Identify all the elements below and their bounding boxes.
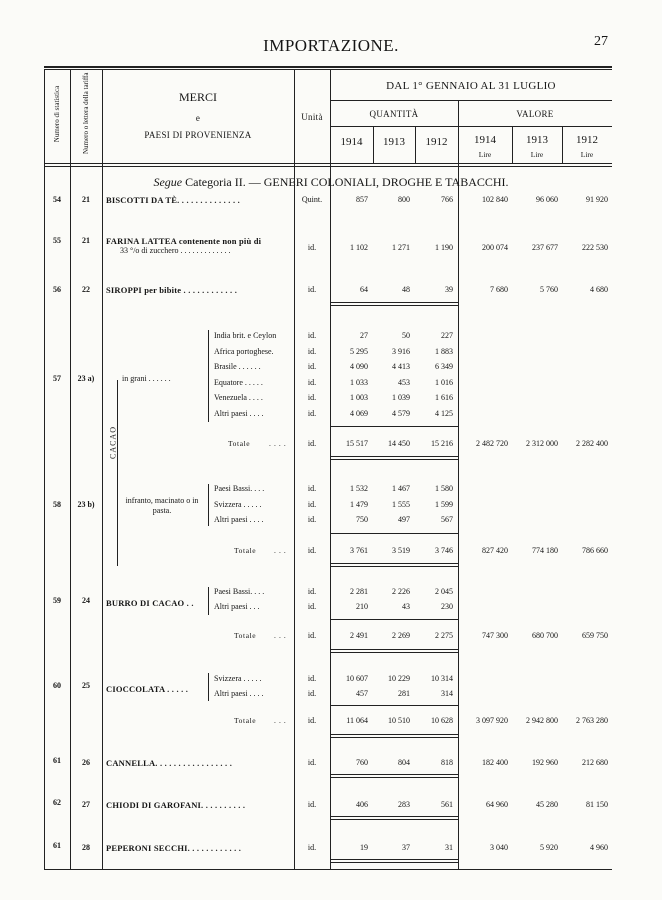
table-top-rule-2 — [44, 69, 612, 70]
qty-1914: 10 607 — [346, 674, 368, 683]
country-name: Svizzera . . . . . — [214, 499, 262, 509]
tariff-number: 21 — [82, 195, 90, 204]
rule-grani-after — [330, 456, 458, 457]
totale-label: Totale — [234, 716, 257, 725]
unit: id. — [307, 285, 317, 294]
qty-1912: 567 — [441, 515, 453, 524]
grani-brace — [208, 330, 209, 422]
val-1912: 786 660 — [582, 546, 608, 555]
qty-1912: 10 628 — [431, 716, 453, 725]
year-q-1912: 1912 — [425, 136, 448, 148]
header-paesi: PAESI DI PROVENIENZA — [144, 130, 252, 140]
qty-1914: 1 003 — [350, 393, 368, 402]
unit: id. — [307, 800, 317, 809]
qty-1914: 15 517 — [346, 439, 368, 448]
qty-1914: 4 090 — [350, 362, 368, 371]
lire-1913: Lire — [530, 150, 544, 159]
unit: id. — [307, 439, 317, 448]
val-1913: 192 960 — [532, 758, 558, 767]
row-rule-b — [330, 819, 458, 820]
qty-1914: 760 — [356, 758, 368, 767]
qty-1912: 1 016 — [435, 377, 453, 387]
qty-1913: 3 519 — [392, 546, 410, 555]
country-name: Svizzera . . . . . — [214, 674, 262, 683]
val-1913: 774 180 — [532, 546, 558, 555]
tariff-58: 23 b) — [77, 500, 95, 509]
qty-1913: 1 467 — [392, 484, 410, 493]
qty-1914: 27 — [360, 331, 368, 340]
cioccolata-label: CIOCCOLATA . . . . . — [106, 684, 189, 694]
totale-dots: . . . — [274, 546, 287, 555]
qty-1912: 15 216 — [431, 439, 453, 448]
qty-1914: 1 102 — [350, 243, 368, 252]
val-1912: 4 680 — [590, 285, 608, 294]
country-name: Altri paesi . . . . — [214, 689, 264, 698]
lire-1914: Lire — [478, 150, 492, 159]
year-v-1912: 1912 — [576, 134, 598, 146]
rule-cioccolata-total — [330, 705, 458, 706]
header-unita: Unità — [301, 112, 323, 122]
unit: id. — [307, 631, 317, 640]
cioccolata-brace — [208, 673, 209, 701]
header-valore: VALORE — [516, 109, 554, 119]
header-tariff-number: Numero o lettera della tariffa — [82, 72, 90, 154]
qty-1912: 10 314 — [431, 674, 453, 683]
val-1914: 2 482 720 — [476, 439, 508, 448]
qty-1913: 497 — [398, 515, 410, 524]
qty-1914: 19 — [360, 843, 368, 852]
qty-1912: 561 — [441, 800, 453, 809]
stat-58: 58 — [53, 500, 61, 509]
val-1912: 659 750 — [582, 631, 608, 640]
country-name: Altri paesi . . . — [214, 602, 260, 611]
row-rule — [330, 774, 458, 775]
col-line-qty-val — [458, 100, 459, 869]
qty-1912: 227 — [441, 331, 453, 340]
unit: id. — [307, 484, 317, 493]
qty-1913: 14 450 — [388, 439, 410, 448]
page-number: 27 — [594, 34, 608, 49]
stat-60: 60 — [53, 681, 61, 690]
qty-1914: 1 033 — [350, 377, 368, 387]
qty-1913: 10 229 — [388, 674, 410, 683]
header-bottom-rule-2 — [44, 166, 612, 167]
unit: id. — [307, 587, 317, 596]
header-quantita: QUANTITÀ — [369, 109, 419, 119]
unit: id. — [307, 716, 317, 725]
qty-1912: 31 — [445, 843, 453, 852]
val-1914: 200 074 — [482, 243, 508, 252]
tariff-57: 23 a) — [77, 374, 95, 383]
qty-1913: 1 039 — [392, 393, 410, 402]
stat-number: 61 — [53, 756, 61, 765]
val-1912: 212 680 — [582, 758, 608, 767]
unit: id. — [307, 346, 317, 356]
qty-1912: 2 045 — [435, 587, 453, 596]
qty-1913: 37 — [402, 843, 410, 852]
qty-1912: 39 — [445, 285, 453, 294]
merce-name: PEPERONI SECCHI. . . . . . . . . . . . — [106, 843, 242, 853]
year-q-1913: 1913 — [383, 136, 405, 148]
stat-number: 62 — [53, 798, 61, 807]
country-name: Venezuela . . . . — [214, 393, 263, 402]
country-name: Paesi Bassi. . . . — [214, 587, 265, 596]
unit: id. — [307, 408, 317, 418]
val-1914: 3 097 920 — [476, 716, 508, 725]
table-bottom-rule — [44, 869, 612, 870]
country-name: India brit. e Ceylon — [214, 331, 277, 340]
merce-name: CHIODI DI GAROFANI. . . . . . . . . . — [106, 800, 246, 810]
val-1913: 2 312 000 — [526, 439, 558, 448]
qty-1914: 750 — [356, 515, 368, 524]
qty-1914: 857 — [356, 195, 368, 204]
burro-brace — [208, 587, 209, 615]
qty-1913: 453 — [398, 377, 410, 387]
qty-1913: 4 413 — [392, 362, 410, 371]
qty-1912: 1 580 — [435, 484, 453, 493]
totale-label: Totale — [234, 546, 257, 555]
country-name: Paesi Bassi. . . . — [214, 484, 265, 493]
header-stat-number: Numero di statistica — [53, 85, 61, 143]
unit: id. — [307, 843, 317, 852]
qty-1914: 457 — [356, 689, 368, 698]
table-top-rule — [44, 66, 612, 68]
tariff-number: 21 — [82, 236, 90, 245]
qty-1913: 10 510 — [388, 716, 410, 725]
val-1913: 5 760 — [540, 285, 558, 294]
qty-1913: 1 271 — [392, 243, 410, 252]
rule-infranto-after-b — [330, 566, 458, 567]
unit: id. — [307, 331, 317, 340]
tariff-number: 22 — [82, 285, 90, 294]
qty-1912: 1 599 — [435, 499, 453, 509]
row-rule-b — [330, 862, 458, 863]
val-1914: 182 400 — [482, 758, 508, 767]
cacao-label: CACAO — [108, 426, 118, 460]
qty-1914: 1 532 — [350, 484, 368, 493]
val-1912: 4 960 — [590, 843, 608, 852]
tariff-number: 27 — [82, 800, 90, 809]
unit: id. — [307, 393, 317, 402]
rule-qty-56b — [330, 305, 458, 306]
unit: id. — [307, 602, 317, 611]
merce-name: BISCOTTI DA TÈ. . . . . . . . . . . . . . — [106, 195, 240, 205]
val-1914: 102 840 — [482, 195, 508, 204]
stat-57: 57 — [53, 374, 61, 383]
year-q-1914: 1914 — [340, 136, 363, 148]
val-1914: 827 420 — [482, 546, 508, 555]
merce-name-2: 33 °/o di zucchero . . . . . . . . . . . . . — [120, 246, 231, 255]
qty-1912: 1 883 — [435, 346, 453, 356]
val-1913: 45 280 — [536, 800, 558, 809]
stat-number: 55 — [53, 236, 61, 245]
tariff-number: 26 — [82, 758, 90, 767]
unit: id. — [307, 377, 317, 387]
unit: id. — [307, 689, 317, 698]
country-name: Altri paesi . . . . — [214, 408, 264, 418]
lire-1912: Lire — [580, 150, 594, 159]
val-1914: 7 680 — [490, 285, 508, 294]
year-v-1913: 1913 — [526, 134, 548, 146]
country-name: Altri paesi . . . . — [214, 515, 264, 524]
unit: Quint. — [301, 195, 323, 204]
totale-dots: . . . — [274, 716, 287, 725]
unit: id. — [307, 546, 317, 555]
val-1913: 680 700 — [532, 631, 558, 640]
burro-label: BURRO DI CACAO . . — [106, 598, 194, 608]
val-1912: 91 920 — [586, 195, 608, 204]
stat-number: 54 — [53, 195, 61, 204]
header-e: e — [195, 113, 201, 123]
rule-burro-after — [330, 649, 458, 650]
qty-1912: 2 275 — [435, 631, 453, 640]
tariff-number: 28 — [82, 843, 90, 852]
val-1913: 96 060 — [536, 195, 558, 204]
qty-1914: 406 — [356, 800, 368, 809]
header-merci: MERCI — [178, 90, 217, 104]
unit: id. — [307, 515, 317, 524]
merce-name: CANNELLA. . . . . . . . . . . . . . . . . — [106, 758, 233, 768]
qty-1912: 1 616 — [435, 393, 453, 402]
totale-label: Totale — [228, 439, 251, 448]
qty-1914: 3 761 — [350, 546, 368, 555]
qty-1913: 281 — [398, 689, 410, 698]
qty-1912: 818 — [441, 758, 453, 767]
val-1912: 222 530 — [582, 243, 608, 252]
qty-1912: 230 — [441, 602, 453, 611]
qty-1913: 283 — [398, 800, 410, 809]
totale-label: Totale — [234, 631, 257, 640]
category-text: Categoria II. — GENERI COLONIALI, DROGHE E TABACCHI. — [185, 175, 509, 189]
stat-number: 61 — [53, 841, 61, 850]
qty-1914: 1 479 — [350, 499, 368, 509]
qty-1913: 50 — [402, 331, 410, 340]
qty-1914: 64 — [360, 285, 368, 294]
cacao-brace — [117, 380, 118, 566]
row-rule-b — [330, 777, 458, 778]
qty-1914: 2 281 — [350, 587, 368, 596]
rule-grani-total — [330, 426, 458, 427]
qty-1912: 3 746 — [435, 546, 453, 555]
totale-dots: . . . — [274, 631, 287, 640]
merce-name: SIROPPI per bibite . . . . . . . . . . . . — [106, 285, 238, 295]
unit: id. — [307, 674, 317, 683]
qty-1912: 6 349 — [435, 362, 453, 371]
qty-1913: 800 — [398, 195, 410, 204]
qty-1912: 766 — [441, 195, 453, 204]
merce-name: FARINA LATTEA contenente non più di — [106, 236, 262, 246]
val-1914: 747 300 — [482, 631, 508, 640]
tariff-59: 24 — [82, 596, 90, 605]
rule-infranto-total — [330, 533, 458, 534]
val-1913: 5 920 — [540, 843, 558, 852]
row-rule — [330, 816, 458, 817]
val-1914: 64 960 — [486, 800, 508, 809]
page-title: IMPORTAZIONE. — [263, 36, 399, 55]
totale-dots: . . . . — [269, 439, 287, 448]
infranto-brace — [208, 484, 209, 526]
country-name: Africa portoghese. — [214, 346, 274, 356]
country-name: Equatore . . . . . — [214, 377, 263, 387]
unit: id. — [307, 758, 317, 767]
qty-1912: 1 190 — [435, 243, 453, 252]
stat-number: 56 — [53, 285, 61, 294]
unit: id. — [307, 362, 317, 371]
qty-1914: 5 295 — [350, 346, 368, 356]
grani-label: in grani . . . . . . — [122, 374, 171, 383]
qty-1913: 804 — [398, 758, 410, 767]
category-heading — [0, 175, 662, 190]
qty-1913: 1 555 — [392, 499, 410, 509]
val-1912: 2 282 400 — [576, 439, 608, 448]
unit: id. — [307, 499, 317, 509]
qty-1913: 43 — [402, 602, 410, 611]
row-rule — [330, 859, 458, 860]
country-name: Brasile . . . . . . — [214, 362, 261, 371]
val-1914: 3 040 — [490, 843, 508, 852]
qty-1913: 2 269 — [392, 631, 410, 640]
rule-cioccolata-after-b — [330, 737, 458, 738]
qty-1913: 48 — [402, 285, 410, 294]
val-1913: 237 677 — [532, 243, 558, 252]
qty-1913: 4 579 — [392, 408, 410, 418]
val-1912: 81 150 — [586, 800, 608, 809]
tariff-60: 25 — [82, 681, 90, 690]
qty-1914: 210 — [356, 602, 368, 611]
year-v-1914: 1914 — [474, 134, 496, 146]
qty-1913: 2 226 — [392, 587, 410, 596]
infranto-label: infranto, macinato o in pasta. — [125, 496, 199, 515]
rule-burro-after-b — [330, 652, 458, 653]
period-rule — [330, 100, 612, 101]
qty-1912: 4 125 — [435, 408, 453, 418]
unit: id. — [307, 243, 317, 252]
header-bottom-rule — [44, 163, 612, 164]
qty-1913: 3 916 — [392, 346, 410, 356]
val-1913: 2 942 800 — [526, 716, 558, 725]
rule-qty-56 — [330, 302, 458, 303]
qty-1912: 314 — [441, 689, 453, 698]
rule-cioccolata-after — [330, 734, 458, 735]
header-period: DAL 1° GENNAIO AL 31 LUGLIO — [386, 80, 556, 92]
qty-1914: 4 069 — [350, 408, 368, 418]
val-1912: 2 763 280 — [576, 716, 608, 725]
qty-1914: 2 491 — [350, 631, 368, 640]
rule-burro-total — [330, 619, 458, 620]
qty-1914: 11 064 — [346, 716, 368, 725]
rule-infranto-after — [330, 563, 458, 564]
rule-grani-after-b — [330, 459, 458, 460]
stat-59: 59 — [53, 596, 61, 605]
category-prefix: Segue — [153, 175, 183, 189]
